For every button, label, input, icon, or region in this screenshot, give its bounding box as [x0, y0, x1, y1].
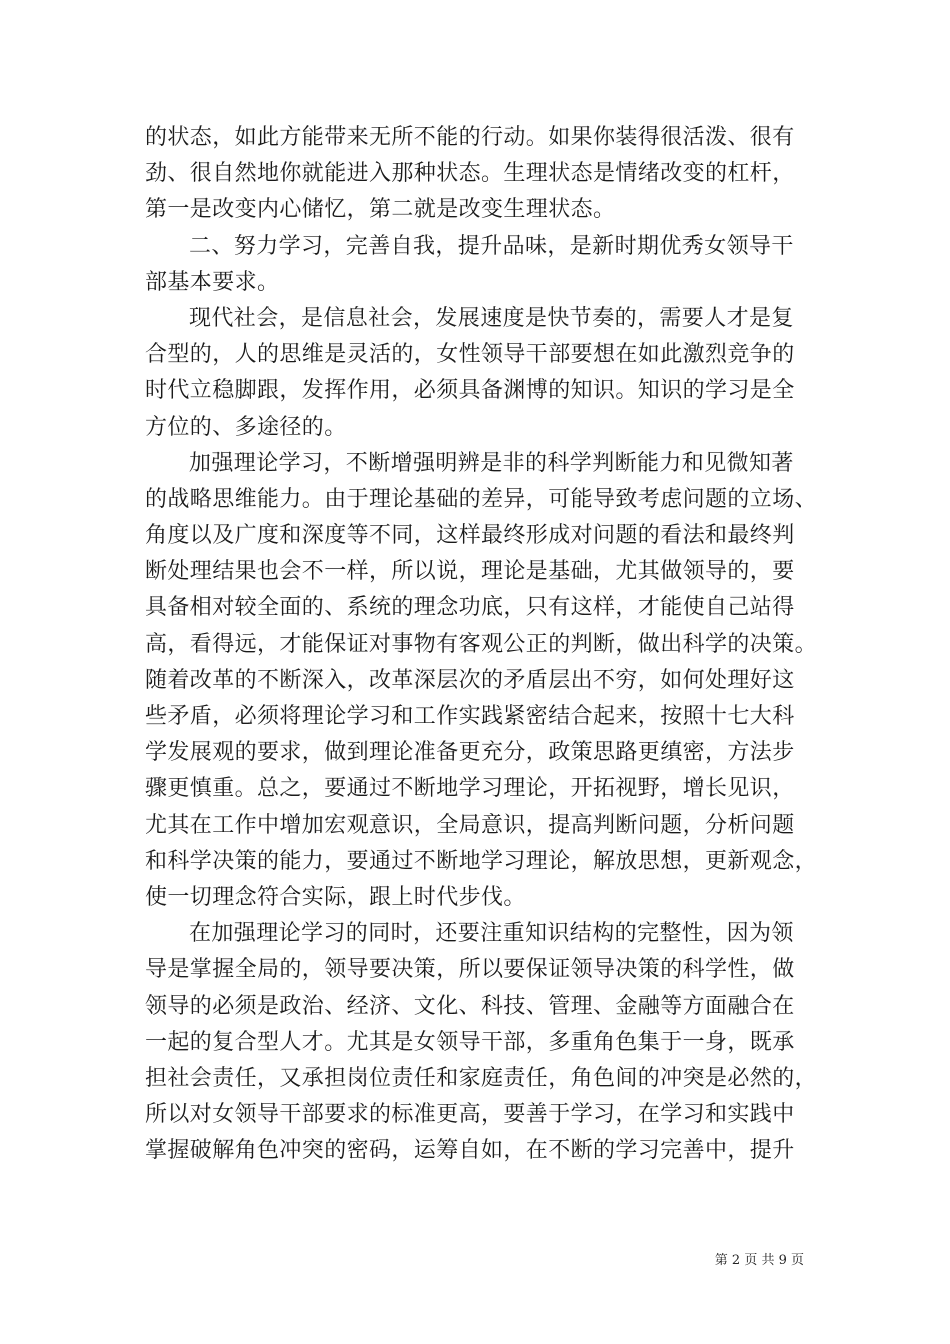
- text-line: 和科学决策的能力，要通过不断地学习理论，解放思想，更新观念，: [145, 848, 818, 874]
- text-line: 所以对女领导干部要求的标准更高，要善于学习，在学习和实践中: [145, 1102, 795, 1128]
- text-line: 在加强理论学习的同时，还要注重知识结构的完整性，因为领: [189, 921, 794, 947]
- document-body: [145, 120, 820, 1169]
- text-line: 角度以及广度和深度等不同，这样最终形成对问题的看法和最终判: [145, 523, 795, 549]
- text-line: 方位的、多途径的。: [145, 414, 347, 440]
- text-line: 加强理论学习，不断增强明辨是非的科学判断能力和见微知著: [189, 450, 794, 476]
- text-line: 断处理结果也会不一样，所以说，理论是基础，尤其做领导的，要: [145, 559, 795, 585]
- text-line: 现代社会，是信息社会，发展速度是快节奏的，需要人才是复: [189, 305, 794, 331]
- page-number: 第 2 页 共 9 页: [714, 1253, 804, 1268]
- text-line: 的战略思维能力。由于理论基础的差异，可能导致考虑问题的立场、: [145, 486, 818, 512]
- text-line: 些矛盾，必须将理论学习和工作实践紧密结合起来，按照十七大科: [145, 704, 795, 729]
- section-heading-line: 二、努力学习，完善自我，提升品味，是新时期优秀女领导干: [189, 233, 794, 259]
- text-line: 时代立稳脚跟，发挥作用，必须具备渊博的知识。知识的学习是全: [145, 378, 795, 404]
- text-line: 骤更慎重。总之，要通过不断地学习理论，开拓视野，增长见识，: [145, 776, 795, 802]
- text-line: 第一是改变内心储忆，第二就是改变生理状态。: [145, 197, 616, 223]
- text-line: 担社会责任，又承担岗位责任和家庭责任，角色间的冲突是必然的，: [145, 1065, 818, 1091]
- text-line: 导是掌握全局的，领导要决策，所以要保证领导决策的科学性，做: [145, 957, 795, 983]
- text-line: 合型的，人的思维是灵活的，女性领导干部要想在如此激烈竞争的: [145, 342, 795, 368]
- text-line: 学发展观的要求，做到理论准备更充分，政策思路更缜密，方法步: [145, 740, 795, 766]
- text-line: 一起的复合型人才。尤其是女领导干部，多重角色集于一身，既承: [145, 1029, 795, 1055]
- text-line: 尤其在工作中增加宏观意识，全局意识，提高判断问题，分析问题: [145, 812, 795, 838]
- text-line: 劲、很自然地你就能进入那种状态。生理状态是情绪改变的杠杆，: [145, 161, 795, 187]
- section-heading-line: 部基本要求。: [145, 269, 280, 295]
- text-line: 的状态，如此方能带来无所不能的行动。如果你装得很活泼、很有: [145, 125, 795, 150]
- text-line: 掌握破解角色冲突的密码，运筹自如，在不断的学习完善中，提升: [145, 1138, 795, 1164]
- text-line: 随着改革的不断深入，改革深层次的矛盾层出不穷，如何处理好这: [145, 667, 795, 693]
- text-line: 高，看得远，才能保证对事物有客观公正的判断，做出科学的决策。: [145, 631, 818, 657]
- text-line: 使一切理念符合实际，跟上时代步伐。: [145, 884, 526, 910]
- text-line: 具备相对较全面的、系统的理念功底，只有这样，才能使自己站得: [145, 595, 795, 621]
- text-line: 领导的必须是政治、经济、文化、科技、管理、金融等方面融合在: [145, 993, 795, 1019]
